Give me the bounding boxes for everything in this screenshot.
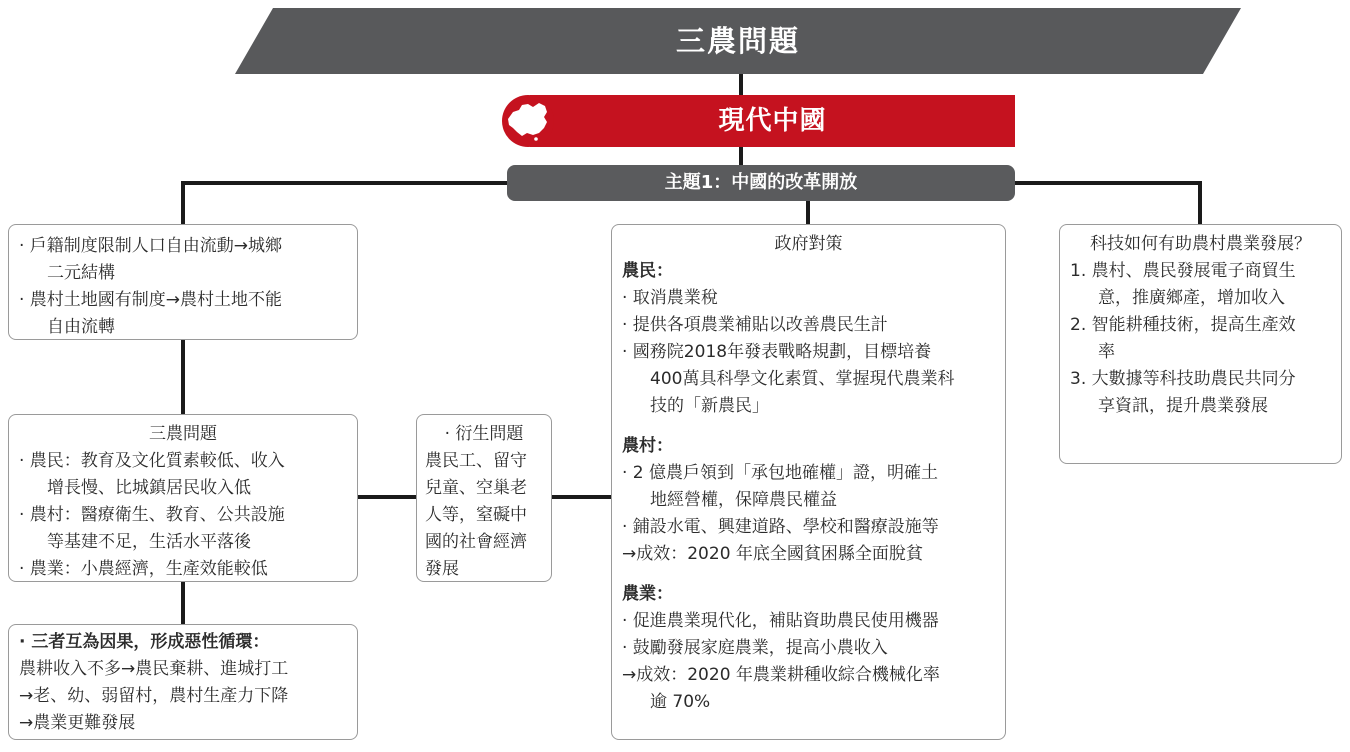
hukou-line: 二元結構: [47, 263, 115, 283]
gov-agriculture-line: · 促進農業現代化，補貼資助農民使用機器: [622, 611, 939, 631]
hukou-line: · 農村土地國有制度→農村土地不能: [19, 290, 283, 310]
theme-title: 現代中國: [718, 106, 827, 136]
gov-farmers-line: · 國務院2018年發表戰略規劃，目標培養: [622, 342, 932, 362]
gov-villages-heading: 農村：: [622, 436, 673, 456]
cycle-line: 農耕收入不多→農民棄耕、進城打工: [19, 659, 289, 679]
derived-box: [416, 414, 552, 582]
derived-line: 農民工、留守: [425, 451, 527, 471]
cycle-line: →老、幼、弱留村，農村生產力下降: [19, 686, 289, 706]
derived-title: · 衍生問題: [444, 424, 524, 444]
sannong-line: 增長慢、比城鎮居民收入低: [47, 478, 251, 498]
derived-line: 人等，窒礙中: [425, 505, 527, 525]
tech-line: 3. 大數據等科技助農民共同分: [1070, 369, 1296, 389]
gov-spacer: [622, 420, 995, 433]
gov-agriculture-line: · 鼓勵發展家庭農業，提高小農收入: [622, 638, 888, 658]
tech-title: 科技如何有助農村農業發展？: [1090, 234, 1311, 254]
tech-line: 2. 智能耕種技術，提高生產效: [1070, 315, 1296, 335]
gov-farmers-line: · 取消農業稅: [622, 288, 718, 308]
gov-farmers-line: 技的「新農民」: [650, 396, 769, 416]
china-map-icon: [500, 95, 558, 147]
gov-villages-line: 地經營權，保障農民權益: [650, 490, 837, 510]
derived-line: 國的社會經濟: [425, 532, 527, 552]
sannong-line: · 農民：教育及文化質素較低、收入: [19, 451, 285, 471]
cycle-title: · 三者互為因果，形成惡性循環：: [19, 632, 270, 652]
gov-farmers-heading: 農民：: [622, 261, 673, 281]
hukou-line: · 戶籍制度限制人口自由流動→城鄉: [19, 236, 283, 256]
gov-villages-line: · 2 億農戶領到「承包地確權」證，明確土: [622, 463, 939, 483]
gov-farmers-line: · 提供各項農業補貼以改善農民生計: [622, 315, 888, 335]
page-title: 三農問題: [675, 24, 800, 58]
sannong-title: 三農問題: [149, 424, 217, 444]
header-banner: [235, 8, 1241, 74]
theme-bar: [530, 95, 1015, 147]
hukou-line: 自由流轉: [47, 317, 115, 337]
tech-line: 意，推廣鄉產，增加收入: [1098, 288, 1285, 308]
sannong-box: [8, 414, 358, 582]
cycle-line: →農業更難發展: [19, 713, 136, 733]
hukou-box: [8, 224, 358, 340]
tech-box: [1059, 224, 1342, 464]
gov-agriculture-heading: 農業：: [622, 584, 673, 604]
tech-line: 1. 農村、農民發展電子商貿生: [1070, 261, 1296, 281]
gov-agriculture-line: →成效：2020 年農業耕種收綜合機械化率: [622, 665, 940, 685]
sannong-line: · 農業：小農經濟，生產效能較低: [19, 559, 268, 579]
topic-label: 主題1：中國的改革開放: [507, 165, 1015, 201]
gov-farmers-line: 400萬具科學文化素質、掌握現代農業科: [650, 369, 955, 389]
derived-line: 兒童、空巢老: [425, 478, 527, 498]
sannong-line: · 農村：醫療衛生、教育、公共設施: [19, 505, 285, 525]
gov-villages-line: · 鋪設水電、興建道路、學校和醫療設施等: [622, 517, 939, 537]
gov-villages-line: →成效：2020 年底全國貧困縣全面脫貧: [622, 544, 923, 564]
cycle-box: [8, 624, 358, 740]
gov-agriculture-line: 逾 70%: [650, 692, 711, 712]
sannong-line: 等基建不足，生活水平落後: [47, 532, 251, 552]
derived-line: 發展: [425, 559, 459, 579]
tech-line: 率: [1098, 342, 1115, 362]
gov-spacer: [622, 568, 995, 581]
tech-line: 享資訊，提升農業發展: [1098, 396, 1268, 416]
gov-box: [611, 224, 1006, 740]
gov-title: 政府對策: [774, 234, 843, 254]
